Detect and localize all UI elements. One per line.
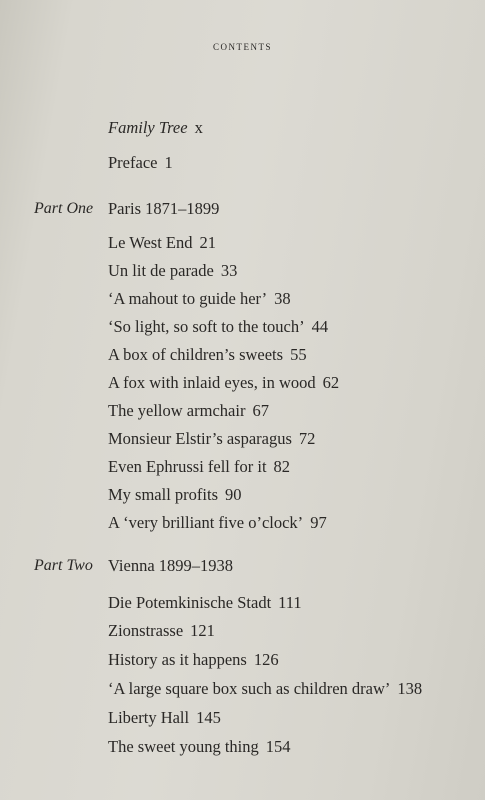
chapter-page: 67	[252, 401, 269, 420]
chapter-title: A fox with inlaid eyes, in wood	[108, 373, 316, 392]
chapter-title: The yellow armchair	[108, 401, 246, 420]
chapter-title: Liberty Hall	[108, 708, 190, 727]
toc-entry-preface	[108, 153, 173, 173]
chapter-entry	[108, 679, 422, 699]
chapter-title: History as it happens	[108, 650, 247, 669]
chapter-entry	[108, 650, 279, 670]
chapter-entry	[108, 457, 290, 477]
chapter-page: 121	[190, 621, 215, 640]
chapter-entry	[108, 737, 291, 757]
chapter-page: 154	[265, 737, 291, 756]
chapter-entry	[108, 593, 302, 613]
chapter-title: Monsieur Elstir’s asparagus	[108, 429, 292, 448]
chapter-entry	[108, 317, 328, 337]
chapter-entry	[108, 261, 237, 281]
chapter-title: ‘A mahout to guide her’	[108, 289, 268, 308]
chapter-title: The sweet young thing	[108, 737, 259, 756]
chapter-entry	[108, 345, 307, 365]
chapter-page: 90	[225, 485, 242, 504]
part-title: Paris 1871–1899	[108, 199, 220, 218]
toc-entry-page: 1	[164, 153, 173, 172]
chapter-page: 44	[311, 317, 329, 336]
chapter-title: Le West End	[108, 233, 193, 252]
chapter-entry	[108, 373, 339, 393]
chapter-page: 72	[298, 429, 316, 448]
chapter-title: Un lit de parade	[108, 261, 214, 280]
toc-entry-page: x	[194, 118, 203, 137]
chapter-page: 33	[220, 261, 238, 280]
chapter-title: ‘So light, so soft to the touch’	[108, 317, 305, 336]
chapter-page: 97	[310, 513, 327, 532]
chapter-page: 21	[199, 233, 217, 252]
chapter-title: ‘A large square box such as children draw’	[108, 679, 391, 698]
part-title: Vienna 1899–1938	[108, 556, 234, 575]
chapter-title: Zionstrasse	[108, 621, 184, 640]
chapter-title: A ‘very brilliant five o’clock’	[108, 513, 304, 532]
chapter-page: 38	[274, 289, 291, 308]
chapter-entry	[108, 401, 269, 421]
chapter-entry	[108, 708, 221, 728]
chapter-page: 55	[290, 345, 307, 364]
toc-entry-title: Preface	[108, 153, 158, 172]
toc-entry-title: Family Tree	[108, 118, 188, 137]
toc-entry-family-tree	[108, 118, 203, 138]
chapter-title: Die Potemkinische Stadt	[108, 593, 272, 612]
chapter-page: 126	[253, 650, 279, 669]
chapter-page: 145	[196, 708, 221, 727]
chapter-entry	[108, 621, 215, 641]
chapter-entry	[108, 485, 242, 505]
chapter-title: My small profits	[108, 485, 218, 504]
part-label: Part Two	[34, 557, 93, 574]
page-title: contents	[213, 38, 272, 53]
chapter-page: 111	[278, 593, 302, 612]
chapter-entry	[108, 513, 327, 533]
chapter-entry	[108, 289, 291, 309]
chapter-title: Even Ephrussi fell for it	[108, 457, 267, 476]
chapter-page: 138	[397, 679, 423, 698]
chapter-page: 62	[322, 373, 340, 392]
chapter-title: A box of children’s sweets	[108, 345, 284, 364]
chapter-entry	[108, 429, 315, 449]
chapter-page: 82	[273, 457, 291, 476]
part-label: Part One	[34, 200, 94, 217]
chapter-entry	[108, 233, 216, 253]
